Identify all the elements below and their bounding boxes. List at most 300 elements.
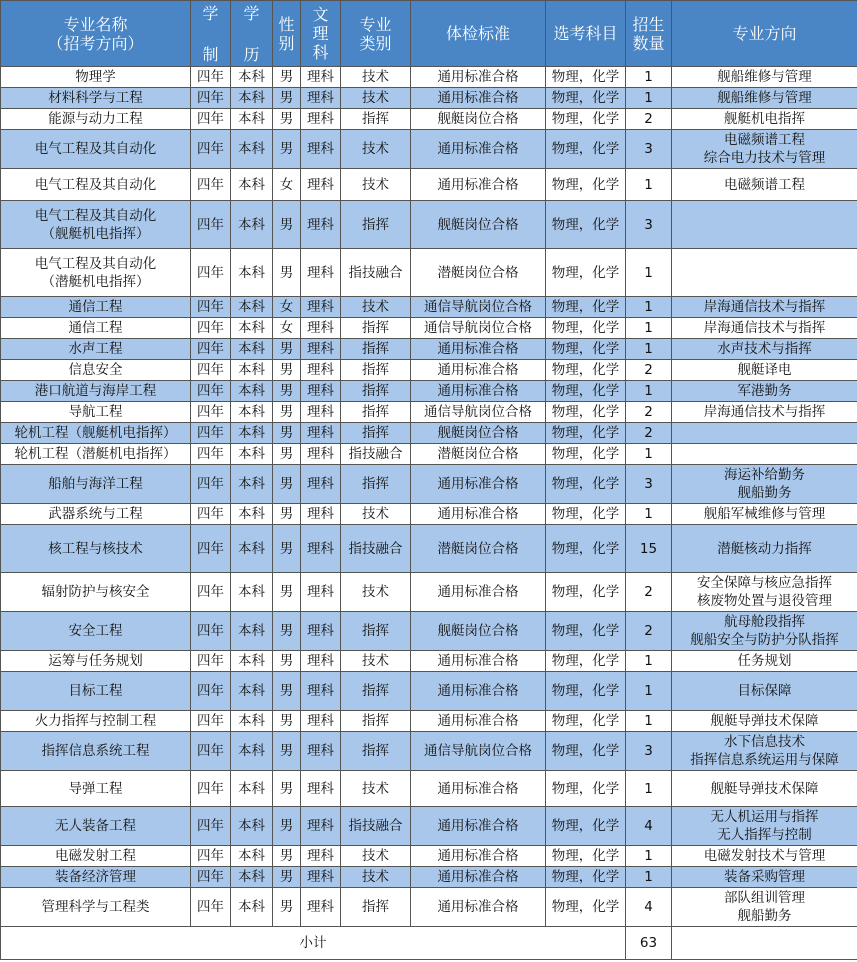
physical-standard-cell: 通用标准合格 <box>411 846 546 867</box>
gender-cell: 男 <box>273 201 301 249</box>
category-cell: 指挥 <box>341 672 411 711</box>
direction-cell: 水声技术与指挥 <box>672 339 857 360</box>
direction-cell: 电磁频谱工程 <box>672 169 857 201</box>
category-cell: 指挥 <box>341 612 411 651</box>
table-row <box>1 612 857 651</box>
stream-cell: 理科 <box>301 318 341 339</box>
stream-cell: 理科 <box>301 67 341 88</box>
subjects-cell: 物理，化学 <box>546 807 626 846</box>
subtotal-value: 63 <box>626 927 672 960</box>
gender-cell: 男 <box>273 360 301 381</box>
major-name-cell: 核工程与核技术 <box>1 525 191 573</box>
major-name-cell: 通信工程 <box>1 318 191 339</box>
subjects-cell: 物理，化学 <box>546 109 626 130</box>
degree-cell: 本科 <box>231 444 273 465</box>
stream-cell: 理科 <box>301 888 341 927</box>
subjects-cell: 物理，化学 <box>546 360 626 381</box>
table-row <box>1 807 857 846</box>
physical-standard-cell: 通用标准合格 <box>411 339 546 360</box>
category-cell: 技术 <box>341 846 411 867</box>
major-name-cell: 运筹与任务规划 <box>1 651 191 672</box>
quota-cell: 1 <box>626 249 672 297</box>
quota-cell: 1 <box>626 651 672 672</box>
category-cell: 指挥 <box>341 318 411 339</box>
degree-cell: 本科 <box>231 249 273 297</box>
gender-cell: 女 <box>273 318 301 339</box>
table-row <box>1 651 857 672</box>
direction-cell: 电磁频谱工程 综合电力技术与管理 <box>672 130 857 169</box>
stream-cell: 理科 <box>301 169 341 201</box>
gender-cell: 男 <box>273 525 301 573</box>
physical-standard-cell: 通用标准合格 <box>411 360 546 381</box>
header-sex: 性 别 <box>273 1 301 67</box>
subjects-cell: 物理，化学 <box>546 525 626 573</box>
quota-cell: 4 <box>626 888 672 927</box>
category-cell: 技术 <box>341 573 411 612</box>
degree-cell: 本科 <box>231 672 273 711</box>
direction-cell: 舰艇导弹技术保障 <box>672 711 857 732</box>
category-cell: 技术 <box>341 169 411 201</box>
major-name-cell: 港口航道与海岸工程 <box>1 381 191 402</box>
gender-cell: 男 <box>273 130 301 169</box>
category-cell: 指挥 <box>341 109 411 130</box>
gender-cell: 男 <box>273 402 301 423</box>
gender-cell: 男 <box>273 888 301 927</box>
quota-cell: 1 <box>626 846 672 867</box>
direction-cell: 部队组训管理 舰船勤务 <box>672 888 857 927</box>
subjects-cell: 物理，化学 <box>546 732 626 771</box>
table-row <box>1 771 857 807</box>
table-row <box>1 504 857 525</box>
header-name: 专业名称 （招考方向） <box>1 1 191 67</box>
subjects-cell: 物理，化学 <box>546 711 626 732</box>
stream-cell: 理科 <box>301 732 341 771</box>
category-cell: 指技融合 <box>341 444 411 465</box>
subjects-cell: 物理，化学 <box>546 651 626 672</box>
degree-cell: 本科 <box>231 525 273 573</box>
degree-cell: 本科 <box>231 732 273 771</box>
category-cell: 指挥 <box>341 888 411 927</box>
duration-cell: 四年 <box>191 888 231 927</box>
category-cell: 指挥 <box>341 711 411 732</box>
duration-cell: 四年 <box>191 201 231 249</box>
stream-cell: 理科 <box>301 423 341 444</box>
table-row <box>1 381 857 402</box>
stream-cell: 理科 <box>301 249 341 297</box>
physical-standard-cell: 通信导航岗位合格 <box>411 297 546 318</box>
major-name-cell: 辐射防护与核安全 <box>1 573 191 612</box>
physical-standard-cell: 通用标准合格 <box>411 807 546 846</box>
physical-standard-cell: 通用标准合格 <box>411 711 546 732</box>
quota-cell: 1 <box>626 711 672 732</box>
major-name-cell: 火力指挥与控制工程 <box>1 711 191 732</box>
duration-cell: 四年 <box>191 672 231 711</box>
header-quota: 招生 数量 <box>626 1 672 67</box>
stream-cell: 理科 <box>301 504 341 525</box>
duration-cell: 四年 <box>191 846 231 867</box>
physical-standard-cell: 舰艇岗位合格 <box>411 423 546 444</box>
duration-cell: 四年 <box>191 525 231 573</box>
major-name-cell: 无人装备工程 <box>1 807 191 846</box>
direction-cell: 岸海通信技术与指挥 <box>672 297 857 318</box>
quota-cell: 3 <box>626 130 672 169</box>
table-row <box>1 525 857 573</box>
major-name-cell: 材料科学与工程 <box>1 88 191 109</box>
physical-standard-cell: 通用标准合格 <box>411 651 546 672</box>
quota-cell: 1 <box>626 771 672 807</box>
header-xueli: 学 历 <box>231 1 273 67</box>
category-cell: 指挥 <box>341 465 411 504</box>
category-cell: 指技融合 <box>341 525 411 573</box>
table-row <box>1 672 857 711</box>
direction-cell <box>672 423 857 444</box>
gender-cell: 男 <box>273 771 301 807</box>
major-name-cell: 电气工程及其自动化 <box>1 169 191 201</box>
stream-cell: 理科 <box>301 130 341 169</box>
quota-cell: 1 <box>626 504 672 525</box>
degree-cell: 本科 <box>231 771 273 807</box>
header-xuezhi: 学 制 <box>191 1 231 67</box>
quota-cell: 2 <box>626 423 672 444</box>
table-row <box>1 318 857 339</box>
table-row <box>1 888 857 927</box>
quota-cell: 2 <box>626 109 672 130</box>
header-wenli: 文 理 科 <box>301 1 341 67</box>
gender-cell: 男 <box>273 846 301 867</box>
degree-cell: 本科 <box>231 504 273 525</box>
degree-cell: 本科 <box>231 465 273 504</box>
direction-cell: 舰船维修与管理 <box>672 88 857 109</box>
stream-cell: 理科 <box>301 339 341 360</box>
direction-cell: 任务规划 <box>672 651 857 672</box>
duration-cell: 四年 <box>191 109 231 130</box>
quota-cell: 1 <box>626 339 672 360</box>
duration-cell: 四年 <box>191 444 231 465</box>
subjects-cell: 物理，化学 <box>546 381 626 402</box>
gender-cell: 男 <box>273 672 301 711</box>
degree-cell: 本科 <box>231 651 273 672</box>
subjects-cell: 物理，化学 <box>546 888 626 927</box>
direction-cell <box>672 249 857 297</box>
stream-cell: 理科 <box>301 381 341 402</box>
direction-cell: 水下信息技术 指挥信息系统运用与保障 <box>672 732 857 771</box>
direction-cell: 岸海通信技术与指挥 <box>672 318 857 339</box>
category-cell: 技术 <box>341 504 411 525</box>
header-subjects: 选考科目 <box>546 1 626 67</box>
table-row <box>1 339 857 360</box>
quota-cell: 3 <box>626 465 672 504</box>
major-name-cell: 物理学 <box>1 67 191 88</box>
physical-standard-cell: 通用标准合格 <box>411 888 546 927</box>
quota-cell: 3 <box>626 732 672 771</box>
major-name-cell: 能源与动力工程 <box>1 109 191 130</box>
major-name-cell: 电气工程及其自动化 （舰艇机电指挥） <box>1 201 191 249</box>
category-cell: 技术 <box>341 651 411 672</box>
stream-cell: 理科 <box>301 109 341 130</box>
stream-cell: 理科 <box>301 297 341 318</box>
category-cell: 指挥 <box>341 402 411 423</box>
category-cell: 技术 <box>341 130 411 169</box>
category-cell: 指挥 <box>341 381 411 402</box>
subjects-cell: 物理，化学 <box>546 423 626 444</box>
quota-cell: 1 <box>626 88 672 109</box>
degree-cell: 本科 <box>231 846 273 867</box>
table-row <box>1 297 857 318</box>
direction-cell: 电磁发射技术与管理 <box>672 846 857 867</box>
table-row <box>1 402 857 423</box>
degree-cell: 本科 <box>231 612 273 651</box>
duration-cell: 四年 <box>191 88 231 109</box>
major-name-cell: 导航工程 <box>1 402 191 423</box>
physical-standard-cell: 潜艇岗位合格 <box>411 249 546 297</box>
physical-standard-cell: 通用标准合格 <box>411 672 546 711</box>
duration-cell: 四年 <box>191 465 231 504</box>
duration-cell: 四年 <box>191 318 231 339</box>
quota-cell: 2 <box>626 402 672 423</box>
subjects-cell: 物理，化学 <box>546 771 626 807</box>
physical-standard-cell: 潜艇岗位合格 <box>411 444 546 465</box>
table-row <box>1 711 857 732</box>
degree-cell: 本科 <box>231 88 273 109</box>
gender-cell: 男 <box>273 109 301 130</box>
duration-cell: 四年 <box>191 732 231 771</box>
header-physical: 体检标准 <box>411 1 546 67</box>
direction-cell: 无人机运用与指挥 无人指挥与控制 <box>672 807 857 846</box>
table-row <box>1 444 857 465</box>
degree-cell: 本科 <box>231 573 273 612</box>
quota-cell: 4 <box>626 807 672 846</box>
degree-cell: 本科 <box>231 888 273 927</box>
subjects-cell: 物理，化学 <box>546 402 626 423</box>
table-body <box>1 67 857 927</box>
table-row <box>1 867 857 888</box>
duration-cell: 四年 <box>191 711 231 732</box>
physical-standard-cell: 通用标准合格 <box>411 88 546 109</box>
quota-cell: 3 <box>626 201 672 249</box>
quota-cell: 1 <box>626 444 672 465</box>
direction-cell: 安全保障与核应急指挥 核废物处置与退役管理 <box>672 573 857 612</box>
subjects-cell: 物理，化学 <box>546 846 626 867</box>
gender-cell: 男 <box>273 249 301 297</box>
stream-cell: 理科 <box>301 465 341 504</box>
subjects-cell: 物理，化学 <box>546 672 626 711</box>
stream-cell: 理科 <box>301 525 341 573</box>
category-cell: 指挥 <box>341 201 411 249</box>
stream-cell: 理科 <box>301 360 341 381</box>
degree-cell: 本科 <box>231 130 273 169</box>
gender-cell: 男 <box>273 573 301 612</box>
duration-cell: 四年 <box>191 771 231 807</box>
table-row <box>1 249 857 297</box>
physical-standard-cell: 通用标准合格 <box>411 504 546 525</box>
duration-cell: 四年 <box>191 339 231 360</box>
gender-cell: 男 <box>273 651 301 672</box>
major-name-cell: 电气工程及其自动化 <box>1 130 191 169</box>
physical-standard-cell: 潜艇岗位合格 <box>411 525 546 573</box>
major-name-cell: 通信工程 <box>1 297 191 318</box>
gender-cell: 男 <box>273 504 301 525</box>
major-name-cell: 电磁发射工程 <box>1 846 191 867</box>
category-cell: 指挥 <box>341 732 411 771</box>
quota-cell: 1 <box>626 318 672 339</box>
subjects-cell: 物理，化学 <box>546 444 626 465</box>
gender-cell: 男 <box>273 339 301 360</box>
subjects-cell: 物理，化学 <box>546 573 626 612</box>
stream-cell: 理科 <box>301 573 341 612</box>
duration-cell: 四年 <box>191 360 231 381</box>
subjects-cell: 物理，化学 <box>546 201 626 249</box>
table-row <box>1 169 857 201</box>
subjects-cell: 物理，化学 <box>546 130 626 169</box>
table-row <box>1 67 857 88</box>
degree-cell: 本科 <box>231 318 273 339</box>
direction-cell: 舰船军械维修与管理 <box>672 504 857 525</box>
category-cell: 技术 <box>341 297 411 318</box>
stream-cell: 理科 <box>301 771 341 807</box>
physical-standard-cell: 通用标准合格 <box>411 130 546 169</box>
direction-cell <box>672 444 857 465</box>
table-row <box>1 846 857 867</box>
duration-cell: 四年 <box>191 423 231 444</box>
table-row <box>1 130 857 169</box>
subjects-cell: 物理，化学 <box>546 465 626 504</box>
major-name-cell: 电气工程及其自动化 （潜艇机电指挥） <box>1 249 191 297</box>
subjects-cell: 物理，化学 <box>546 612 626 651</box>
major-name-cell: 管理科学与工程类 <box>1 888 191 927</box>
physical-standard-cell: 通信导航岗位合格 <box>411 732 546 771</box>
duration-cell: 四年 <box>191 867 231 888</box>
direction-cell: 岸海通信技术与指挥 <box>672 402 857 423</box>
stream-cell: 理科 <box>301 201 341 249</box>
major-name-cell: 水声工程 <box>1 339 191 360</box>
quota-cell: 1 <box>626 67 672 88</box>
stream-cell: 理科 <box>301 867 341 888</box>
degree-cell: 本科 <box>231 297 273 318</box>
major-name-cell: 轮机工程（舰艇机电指挥） <box>1 423 191 444</box>
direction-cell: 目标保障 <box>672 672 857 711</box>
duration-cell: 四年 <box>191 504 231 525</box>
duration-cell: 四年 <box>191 381 231 402</box>
physical-standard-cell: 通信导航岗位合格 <box>411 318 546 339</box>
subjects-cell: 物理，化学 <box>546 249 626 297</box>
table-row <box>1 573 857 612</box>
table-row <box>1 109 857 130</box>
major-name-cell: 装备经济管理 <box>1 867 191 888</box>
stream-cell: 理科 <box>301 711 341 732</box>
major-name-cell: 安全工程 <box>1 612 191 651</box>
subjects-cell: 物理，化学 <box>546 339 626 360</box>
stream-cell: 理科 <box>301 672 341 711</box>
gender-cell: 男 <box>273 612 301 651</box>
stream-cell: 理科 <box>301 402 341 423</box>
table-row <box>1 423 857 444</box>
direction-cell: 舰艇译电 <box>672 360 857 381</box>
direction-cell: 航母舱段指挥 舰船安全与防护分队指挥 <box>672 612 857 651</box>
category-cell: 技术 <box>341 867 411 888</box>
gender-cell: 男 <box>273 465 301 504</box>
stream-cell: 理科 <box>301 651 341 672</box>
direction-cell: 舰艇导弹技术保障 <box>672 771 857 807</box>
header-category: 专业 类别 <box>341 1 411 67</box>
direction-cell: 舰船维修与管理 <box>672 67 857 88</box>
gender-cell: 男 <box>273 381 301 402</box>
major-name-cell: 武器系统与工程 <box>1 504 191 525</box>
degree-cell: 本科 <box>231 402 273 423</box>
major-name-cell: 导弹工程 <box>1 771 191 807</box>
table-row <box>1 465 857 504</box>
table-row <box>1 732 857 771</box>
subjects-cell: 物理，化学 <box>546 867 626 888</box>
duration-cell: 四年 <box>191 249 231 297</box>
direction-cell: 舰艇机电指挥 <box>672 109 857 130</box>
major-name-cell: 轮机工程（潜艇机电指挥） <box>1 444 191 465</box>
quota-cell: 1 <box>626 672 672 711</box>
major-name-cell: 信息安全 <box>1 360 191 381</box>
physical-standard-cell: 舰艇岗位合格 <box>411 201 546 249</box>
duration-cell: 四年 <box>191 169 231 201</box>
degree-cell: 本科 <box>231 339 273 360</box>
direction-cell: 海运补给勤务 舰船勤务 <box>672 465 857 504</box>
degree-cell: 本科 <box>231 169 273 201</box>
physical-standard-cell: 通用标准合格 <box>411 67 546 88</box>
category-cell: 指挥 <box>341 339 411 360</box>
quota-cell: 1 <box>626 169 672 201</box>
degree-cell: 本科 <box>231 807 273 846</box>
gender-cell: 男 <box>273 867 301 888</box>
physical-standard-cell: 通用标准合格 <box>411 573 546 612</box>
physical-standard-cell: 通用标准合格 <box>411 169 546 201</box>
subjects-cell: 物理，化学 <box>546 318 626 339</box>
quota-cell: 2 <box>626 573 672 612</box>
gender-cell: 男 <box>273 67 301 88</box>
degree-cell: 本科 <box>231 711 273 732</box>
major-name-cell: 船舶与海洋工程 <box>1 465 191 504</box>
subtotal-blank <box>672 927 857 960</box>
physical-standard-cell: 通信导航岗位合格 <box>411 402 546 423</box>
duration-cell: 四年 <box>191 612 231 651</box>
direction-cell: 军港勤务 <box>672 381 857 402</box>
direction-cell <box>672 201 857 249</box>
physical-standard-cell: 通用标准合格 <box>411 771 546 807</box>
quota-cell: 2 <box>626 360 672 381</box>
subjects-cell: 物理，化学 <box>546 67 626 88</box>
duration-cell: 四年 <box>191 297 231 318</box>
physical-standard-cell: 舰艇岗位合格 <box>411 109 546 130</box>
gender-cell: 男 <box>273 444 301 465</box>
duration-cell: 四年 <box>191 402 231 423</box>
subjects-cell: 物理，化学 <box>546 169 626 201</box>
degree-cell: 本科 <box>231 109 273 130</box>
degree-cell: 本科 <box>231 867 273 888</box>
quota-cell: 15 <box>626 525 672 573</box>
degree-cell: 本科 <box>231 423 273 444</box>
physical-standard-cell: 通用标准合格 <box>411 867 546 888</box>
degree-cell: 本科 <box>231 360 273 381</box>
category-cell: 指挥 <box>341 360 411 381</box>
category-cell: 技术 <box>341 771 411 807</box>
header-direction: 专业方向 <box>672 1 857 67</box>
category-cell: 技术 <box>341 88 411 109</box>
stream-cell: 理科 <box>301 807 341 846</box>
subjects-cell: 物理，化学 <box>546 88 626 109</box>
stream-cell: 理科 <box>301 88 341 109</box>
gender-cell: 女 <box>273 297 301 318</box>
category-cell: 指技融合 <box>341 249 411 297</box>
gender-cell: 男 <box>273 732 301 771</box>
subjects-cell: 物理，化学 <box>546 504 626 525</box>
category-cell: 指挥 <box>341 423 411 444</box>
subtotal-label: 小计 <box>1 927 626 960</box>
